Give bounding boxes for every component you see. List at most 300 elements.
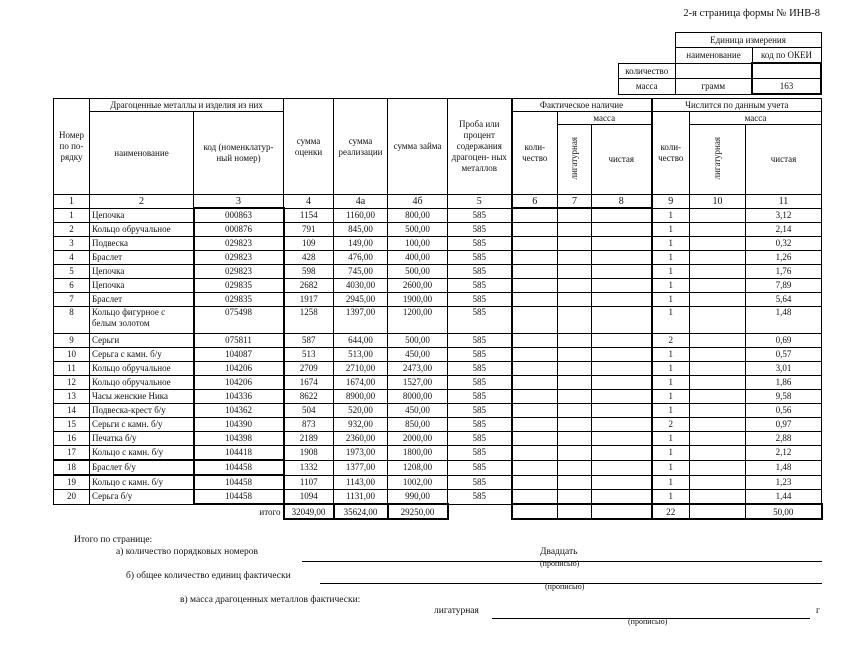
row-real-cell: 1674,00 <box>334 376 388 390</box>
row-loan-cell: 1002,00 <box>388 475 448 490</box>
row-qty-cell: 1 <box>652 208 690 223</box>
row-ligature-cell <box>690 475 746 490</box>
row-num-cell: 20 <box>54 490 90 505</box>
footer-b-hint: (прописью) <box>545 582 585 591</box>
row-loan-cell: 2000,00 <box>388 432 448 446</box>
column-number-cell: 4а <box>334 195 388 209</box>
table-row <box>54 475 822 490</box>
column-number-cell: 5 <box>448 195 512 209</box>
table-row <box>54 223 822 237</box>
row-pure-cell: 0,69 <box>746 334 822 348</box>
row-num-cell: 3 <box>54 237 90 251</box>
row-qty-cell: 1 <box>652 307 690 334</box>
row-actual-qty-cell <box>512 223 558 237</box>
units-mass-code: 163 <box>752 79 821 95</box>
row-eval-cell: 428 <box>284 251 334 265</box>
row-loan-cell: 1900,00 <box>388 293 448 307</box>
row-loan-cell: 450,00 <box>388 348 448 362</box>
row-actual-qty-cell <box>512 208 558 223</box>
units-col-okei: код по ОКЕИ <box>752 48 821 64</box>
row-eval-cell: 1094 <box>284 490 334 505</box>
totals-label: итого <box>259 507 281 517</box>
row-eval-cell: 587 <box>284 334 334 348</box>
row-actual-ligature-cell <box>558 475 592 490</box>
row-qty-cell: 1 <box>652 293 690 307</box>
row-real-cell: 2710,00 <box>334 362 388 376</box>
row-real-cell: 644,00 <box>334 334 388 348</box>
row-real-cell: 149,00 <box>334 237 388 251</box>
row-qty-cell: 1 <box>652 251 690 265</box>
row-name-cell: Цепочка <box>90 265 194 279</box>
row-pure-cell: 1,48 <box>746 307 822 334</box>
form-title: 2-я страница формы № ИНВ-8 <box>683 8 820 19</box>
row-loan-cell: 850,00 <box>388 418 448 432</box>
row-ligature-cell <box>690 348 746 362</box>
table-row <box>54 376 822 390</box>
row-probe-cell: 585 <box>448 223 512 237</box>
table-row <box>54 279 822 293</box>
row-qty-cell: 1 <box>652 265 690 279</box>
header-ligature: лигатурная <box>569 136 579 180</box>
header-qty: коли- чество <box>512 112 558 195</box>
row-ligature-cell <box>690 432 746 446</box>
row-name-cell: Браслет <box>90 251 194 265</box>
row-loan-cell: 100,00 <box>388 237 448 251</box>
row-name-cell: Серьги <box>90 334 194 348</box>
row-ligature-cell <box>690 265 746 279</box>
row-actual-qty-cell <box>512 418 558 432</box>
row-actual-pure-cell <box>592 293 652 307</box>
row-eval-cell: 1674 <box>284 376 334 390</box>
row-actual-pure-cell <box>592 490 652 505</box>
row-probe-cell: 585 <box>448 404 512 418</box>
row-name-cell: Серьги с камн. б/у <box>90 418 194 432</box>
row-real-cell: 932,00 <box>334 418 388 432</box>
row-pure-cell: 1,23 <box>746 475 822 490</box>
header-probe: Проба или процент содержания драгоцен- ных металлов <box>448 99 512 195</box>
row-num-cell: 10 <box>54 348 90 362</box>
row-code-cell: 075811 <box>194 334 284 348</box>
row-pure-cell: 1,76 <box>746 265 822 279</box>
row-probe-cell: 585 <box>448 237 512 251</box>
row-ligature-cell <box>690 307 746 334</box>
table-row <box>54 334 822 348</box>
row-loan-cell: 450,00 <box>388 404 448 418</box>
row-pure-cell: 9,58 <box>746 390 822 404</box>
units-table <box>618 32 822 95</box>
row-probe-cell: 585 <box>448 348 512 362</box>
row-loan-cell: 400,00 <box>388 251 448 265</box>
table-row <box>54 432 822 446</box>
header-ligature2: лигатурная <box>712 136 722 180</box>
column-number-cell: 10 <box>690 195 746 209</box>
units-row-mass: масса <box>619 79 676 95</box>
row-actual-pure-cell <box>592 265 652 279</box>
row-real-cell: 4030,00 <box>334 279 388 293</box>
row-actual-pure-cell <box>592 279 652 293</box>
table-row <box>54 446 822 461</box>
row-eval-cell: 513 <box>284 348 334 362</box>
row-actual-ligature-cell <box>558 460 592 475</box>
row-qty-cell: 1 <box>652 446 690 461</box>
row-num-cell: 17 <box>54 446 90 461</box>
row-num-cell: 13 <box>54 390 90 404</box>
row-code-cell: 029823 <box>194 237 284 251</box>
row-loan-cell: 1208,00 <box>388 460 448 475</box>
inventory-table <box>53 98 823 520</box>
row-probe-cell: 585 <box>448 251 512 265</box>
row-real-cell: 520,00 <box>334 404 388 418</box>
table-row <box>54 251 822 265</box>
row-probe-cell: 585 <box>448 208 512 223</box>
row-num-cell: 12 <box>54 376 90 390</box>
column-number-cell: 2 <box>90 195 194 209</box>
row-ligature-cell <box>690 223 746 237</box>
row-qty-cell: 1 <box>652 348 690 362</box>
row-actual-qty-cell <box>512 237 558 251</box>
row-code-cell: 029835 <box>194 293 284 307</box>
table-row <box>54 208 822 223</box>
column-number-cell: 4б <box>388 195 448 209</box>
row-actual-ligature-cell <box>558 348 592 362</box>
table-row <box>54 390 822 404</box>
row-actual-pure-cell <box>592 251 652 265</box>
row-name-cell: Браслет <box>90 293 194 307</box>
row-eval-cell: 504 <box>284 404 334 418</box>
row-code-cell: 104458 <box>194 460 284 475</box>
row-qty-cell: 1 <box>652 432 690 446</box>
row-actual-pure-cell <box>592 390 652 404</box>
row-name-cell: Кольцо обручальное <box>90 362 194 376</box>
row-actual-qty-cell <box>512 362 558 376</box>
row-actual-ligature-cell <box>558 404 592 418</box>
row-loan-cell: 1527,00 <box>388 376 448 390</box>
row-actual-qty-cell <box>512 251 558 265</box>
row-actual-qty-cell <box>512 432 558 446</box>
row-pure-cell: 3,01 <box>746 362 822 376</box>
row-actual-ligature-cell <box>558 490 592 505</box>
row-real-cell: 2945,00 <box>334 293 388 307</box>
row-real-cell: 845,00 <box>334 223 388 237</box>
row-actual-qty-cell <box>512 404 558 418</box>
row-probe-cell: 585 <box>448 362 512 376</box>
row-actual-qty-cell <box>512 390 558 404</box>
column-number-cell: 6 <box>512 195 558 209</box>
row-actual-pure-cell <box>592 446 652 461</box>
row-num-cell: 5 <box>54 265 90 279</box>
row-name-cell: Подвеска <box>90 237 194 251</box>
row-name-cell: Кольцо фигурное с белым золотом <box>90 307 194 334</box>
row-num-cell: 1 <box>54 208 90 223</box>
row-probe-cell: 585 <box>448 293 512 307</box>
row-actual-pure-cell <box>592 418 652 432</box>
header-pure2: чистая <box>746 125 822 195</box>
row-actual-ligature-cell <box>558 446 592 461</box>
row-eval-cell: 8622 <box>284 390 334 404</box>
row-actual-ligature-cell <box>558 293 592 307</box>
row-actual-qty-cell <box>512 475 558 490</box>
row-eval-cell: 2189 <box>284 432 334 446</box>
header-qty2: коли- чество <box>652 112 690 195</box>
row-code-cell: 000876 <box>194 223 284 237</box>
totals-row <box>54 504 822 519</box>
row-actual-qty-cell <box>512 376 558 390</box>
row-actual-pure-cell <box>592 362 652 376</box>
row-actual-qty-cell <box>512 279 558 293</box>
header-sum-loan: сумма займа <box>388 99 448 195</box>
row-actual-pure-cell <box>592 475 652 490</box>
table-row <box>54 490 822 505</box>
row-probe-cell: 585 <box>448 307 512 334</box>
table-row <box>54 348 822 362</box>
row-ligature-cell <box>690 279 746 293</box>
row-real-cell: 1377,00 <box>334 460 388 475</box>
row-actual-ligature-cell <box>558 307 592 334</box>
header-mass2: масса <box>690 112 822 125</box>
row-eval-cell: 1154 <box>284 208 334 223</box>
header-name: наименование <box>90 112 194 195</box>
row-pure-cell: 1,48 <box>746 460 822 475</box>
units-row-qty: количество <box>619 63 676 79</box>
row-probe-cell: 585 <box>448 490 512 505</box>
row-code-cell: 104206 <box>194 362 284 376</box>
row-loan-cell: 800,00 <box>388 208 448 223</box>
row-code-cell: 104398 <box>194 432 284 446</box>
footer-a-label: а) количество порядковых номеров <box>116 547 259 557</box>
row-pure-cell: 7,89 <box>746 279 822 293</box>
row-actual-pure-cell <box>592 334 652 348</box>
row-pure-cell: 0,56 <box>746 404 822 418</box>
row-code-cell: 104458 <box>194 490 284 505</box>
table-row <box>54 293 822 307</box>
row-pure-cell: 2,88 <box>746 432 822 446</box>
row-pure-cell: 1,26 <box>746 251 822 265</box>
header-accounted: Числится по данным учета <box>652 99 822 112</box>
row-name-cell: Цепочка <box>90 279 194 293</box>
row-code-cell: 104458 <box>194 475 284 490</box>
row-actual-qty-cell <box>512 307 558 334</box>
table-row <box>54 362 822 376</box>
row-actual-qty-cell <box>512 265 558 279</box>
row-eval-cell: 2682 <box>284 279 334 293</box>
row-real-cell: 1143,00 <box>334 475 388 490</box>
row-code-cell: 104206 <box>194 376 284 390</box>
row-real-cell: 2360,00 <box>334 432 388 446</box>
row-actual-pure-cell <box>592 376 652 390</box>
row-loan-cell: 2473,00 <box>388 362 448 376</box>
row-num-cell: 16 <box>54 432 90 446</box>
row-code-cell: 104390 <box>194 418 284 432</box>
row-pure-cell: 2,14 <box>746 223 822 237</box>
footer-ligature-label: лигатурная <box>434 606 479 616</box>
row-num-cell: 19 <box>54 475 90 490</box>
row-pure-cell: 0,57 <box>746 348 822 362</box>
units-mass-name: грамм <box>675 79 752 95</box>
row-probe-cell: 585 <box>448 446 512 461</box>
header-mass: масса <box>558 112 652 125</box>
totals-qty: 22 <box>652 504 690 519</box>
row-qty-cell: 1 <box>652 475 690 490</box>
row-actual-ligature-cell <box>558 223 592 237</box>
row-probe-cell: 585 <box>448 376 512 390</box>
row-ligature-cell <box>690 446 746 461</box>
row-qty-cell: 1 <box>652 376 690 390</box>
row-actual-ligature-cell <box>558 432 592 446</box>
row-probe-cell: 585 <box>448 432 512 446</box>
row-actual-ligature-cell <box>558 208 592 223</box>
row-actual-ligature-cell <box>558 390 592 404</box>
totals-pure: 50,00 <box>746 504 822 519</box>
row-real-cell: 1397,00 <box>334 307 388 334</box>
table-row <box>54 418 822 432</box>
row-name-cell: Цепочка <box>90 208 194 223</box>
row-eval-cell: 1332 <box>284 460 334 475</box>
row-probe-cell: 585 <box>448 265 512 279</box>
row-pure-cell: 5,64 <box>746 293 822 307</box>
row-qty-cell: 1 <box>652 490 690 505</box>
footer-a-hint: (прописью) <box>540 559 580 568</box>
row-qty-cell: 1 <box>652 223 690 237</box>
row-actual-pure-cell <box>592 460 652 475</box>
row-eval-cell: 1107 <box>284 475 334 490</box>
column-number-cell: 1 <box>54 195 90 209</box>
column-number-cell: 3 <box>194 195 284 209</box>
row-real-cell: 745,00 <box>334 265 388 279</box>
row-ligature-cell <box>690 362 746 376</box>
row-num-cell: 15 <box>54 418 90 432</box>
row-name-cell: Кольцо обручальное <box>90 223 194 237</box>
row-loan-cell: 2600,00 <box>388 279 448 293</box>
header-sum-eval: сумма оценки <box>284 99 334 195</box>
row-real-cell: 1973,00 <box>334 446 388 461</box>
row-qty-cell: 1 <box>652 390 690 404</box>
row-loan-cell: 500,00 <box>388 334 448 348</box>
row-name-cell: Серьга с камн. б/у <box>90 348 194 362</box>
header-num: Номер по по- рядку <box>54 99 90 195</box>
column-number-cell: 7 <box>558 195 592 209</box>
row-num-cell: 8 <box>54 307 90 334</box>
row-code-cell: 029823 <box>194 265 284 279</box>
row-actual-qty-cell <box>512 460 558 475</box>
row-qty-cell: 1 <box>652 460 690 475</box>
row-probe-cell: 585 <box>448 390 512 404</box>
row-actual-ligature-cell <box>558 279 592 293</box>
row-actual-ligature-cell <box>558 251 592 265</box>
row-real-cell: 8900,00 <box>334 390 388 404</box>
footer-b-label: б) общее количество единиц фактически <box>126 571 291 581</box>
row-num-cell: 9 <box>54 334 90 348</box>
column-number-cell: 4 <box>284 195 334 209</box>
footer-a-value: Двадцать <box>540 547 578 557</box>
row-pure-cell: 2,12 <box>746 446 822 461</box>
row-num-cell: 18 <box>54 460 90 475</box>
row-code-cell: 104362 <box>194 404 284 418</box>
table-row <box>54 237 822 251</box>
row-ligature-cell <box>690 251 746 265</box>
row-loan-cell: 990,00 <box>388 490 448 505</box>
row-qty-cell: 1 <box>652 404 690 418</box>
table-row <box>54 460 822 475</box>
column-number-cell: 8 <box>592 195 652 209</box>
row-pure-cell: 0,97 <box>746 418 822 432</box>
row-probe-cell: 585 <box>448 334 512 348</box>
row-actual-pure-cell <box>592 432 652 446</box>
row-num-cell: 6 <box>54 279 90 293</box>
row-name-cell: Подвеска-крест б/у <box>90 404 194 418</box>
row-code-cell: 075498 <box>194 307 284 334</box>
row-ligature-cell <box>690 293 746 307</box>
row-actual-qty-cell <box>512 293 558 307</box>
row-name-cell: Браслет б/у <box>90 460 194 475</box>
row-actual-ligature-cell <box>558 376 592 390</box>
row-actual-qty-cell <box>512 446 558 461</box>
row-actual-pure-cell <box>592 208 652 223</box>
table-row <box>54 265 822 279</box>
header-group: Драгоценные металлы и изделия из них <box>90 99 284 112</box>
row-actual-qty-cell <box>512 490 558 505</box>
row-loan-cell: 500,00 <box>388 223 448 237</box>
row-loan-cell: 8000,00 <box>388 390 448 404</box>
row-name-cell: Кольцо обручальное <box>90 376 194 390</box>
row-eval-cell: 873 <box>284 418 334 432</box>
column-number-cell: 9 <box>652 195 690 209</box>
row-code-cell: 104418 <box>194 446 284 461</box>
units-col-name: наименование <box>675 48 752 64</box>
row-qty-cell: 2 <box>652 334 690 348</box>
row-ligature-cell <box>690 237 746 251</box>
units-header: Единица измерения <box>675 33 821 48</box>
row-real-cell: 513,00 <box>334 348 388 362</box>
row-qty-cell: 1 <box>652 362 690 376</box>
row-probe-cell: 585 <box>448 418 512 432</box>
row-ligature-cell <box>690 460 746 475</box>
row-ligature-cell <box>690 404 746 418</box>
row-loan-cell: 1800,00 <box>388 446 448 461</box>
row-ligature-cell <box>690 208 746 223</box>
row-eval-cell: 2709 <box>284 362 334 376</box>
row-actual-ligature-cell <box>558 418 592 432</box>
row-actual-pure-cell <box>592 307 652 334</box>
row-eval-cell: 791 <box>284 223 334 237</box>
row-num-cell: 7 <box>54 293 90 307</box>
row-qty-cell: 2 <box>652 418 690 432</box>
row-eval-cell: 598 <box>284 265 334 279</box>
table-row <box>54 307 822 334</box>
column-number-cell: 11 <box>746 195 822 209</box>
header-code: код (номенклатур- ный номер) <box>194 112 284 195</box>
row-eval-cell: 1258 <box>284 307 334 334</box>
row-actual-ligature-cell <box>558 334 592 348</box>
row-name-cell: Кольцо с камн. б/у <box>90 475 194 490</box>
totals-real: 35624,00 <box>334 504 388 519</box>
row-num-cell: 4 <box>54 251 90 265</box>
row-qty-cell: 1 <box>652 279 690 293</box>
row-real-cell: 476,00 <box>334 251 388 265</box>
row-actual-qty-cell <box>512 334 558 348</box>
row-probe-cell: 585 <box>448 460 512 475</box>
footer-page-total: Итого по странице: <box>74 535 153 545</box>
row-pure-cell: 1,86 <box>746 376 822 390</box>
row-ligature-cell <box>690 418 746 432</box>
row-actual-pure-cell <box>592 223 652 237</box>
row-actual-pure-cell <box>592 348 652 362</box>
row-ligature-cell <box>690 376 746 390</box>
footer-c-hint: (прописью) <box>628 617 668 626</box>
row-ligature-cell <box>690 334 746 348</box>
header-pure: чистая <box>592 125 652 195</box>
row-actual-ligature-cell <box>558 265 592 279</box>
row-eval-cell: 1908 <box>284 446 334 461</box>
